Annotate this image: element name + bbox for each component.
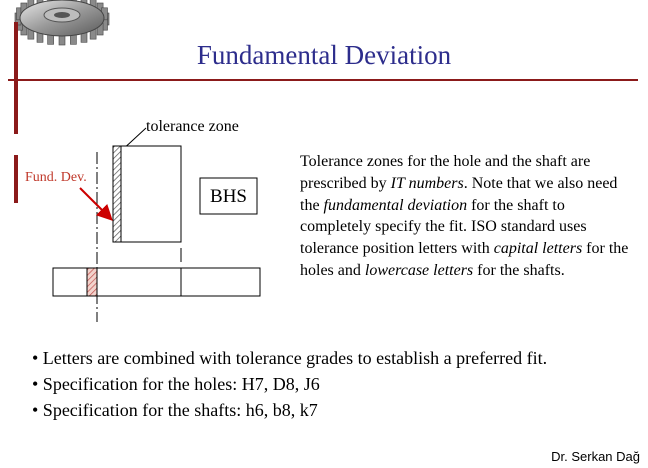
italic-term: lowercase letters — [364, 261, 474, 279]
italic-term: capital letters — [493, 240, 583, 258]
shaft-body — [53, 268, 260, 296]
fund-dev-arrow — [80, 188, 110, 218]
bhs-label: BHS — [210, 186, 247, 207]
tolerance-zone-label: tolerance zone — [146, 118, 239, 135]
bullet-item: • Specification for the holes: H7, D8, J6 — [32, 374, 320, 394]
paragraph-text: . Note that we also need the — [300, 174, 618, 214]
fund-dev-label: Fund. Dev. — [25, 170, 87, 185]
italic-term: fundamental deviation — [323, 196, 468, 214]
page-title: Fundamental Deviation — [196, 40, 452, 70]
author-footer: Dr. Serkan Dağ — [551, 449, 640, 464]
explanation-paragraph — [300, 151, 630, 282]
paragraph-text: for the shafts. — [473, 261, 565, 279]
paragraph-text: for the shaft to completely specify the fit. ISO standard uses tolerance position letters with — [300, 196, 587, 258]
shaft-tolerance-strip — [87, 268, 97, 296]
hole-body — [113, 146, 181, 242]
deviation-diagram — [0, 0, 300, 330]
bullet-list — [32, 345, 547, 423]
bullet-item: • Specification for the shafts: h6, b8, k7 — [32, 400, 318, 420]
paragraph-text: for the holes and — [300, 240, 629, 279]
italic-term: IT numbers — [390, 174, 464, 192]
paragraph-text: Tolerance zones for the hole and the shaft are prescribed by — [300, 153, 591, 192]
bullet-item: • Letters are combined with tolerance grades to establish a preferred fit. — [32, 348, 548, 368]
tolerance-zone-strip — [113, 146, 121, 242]
